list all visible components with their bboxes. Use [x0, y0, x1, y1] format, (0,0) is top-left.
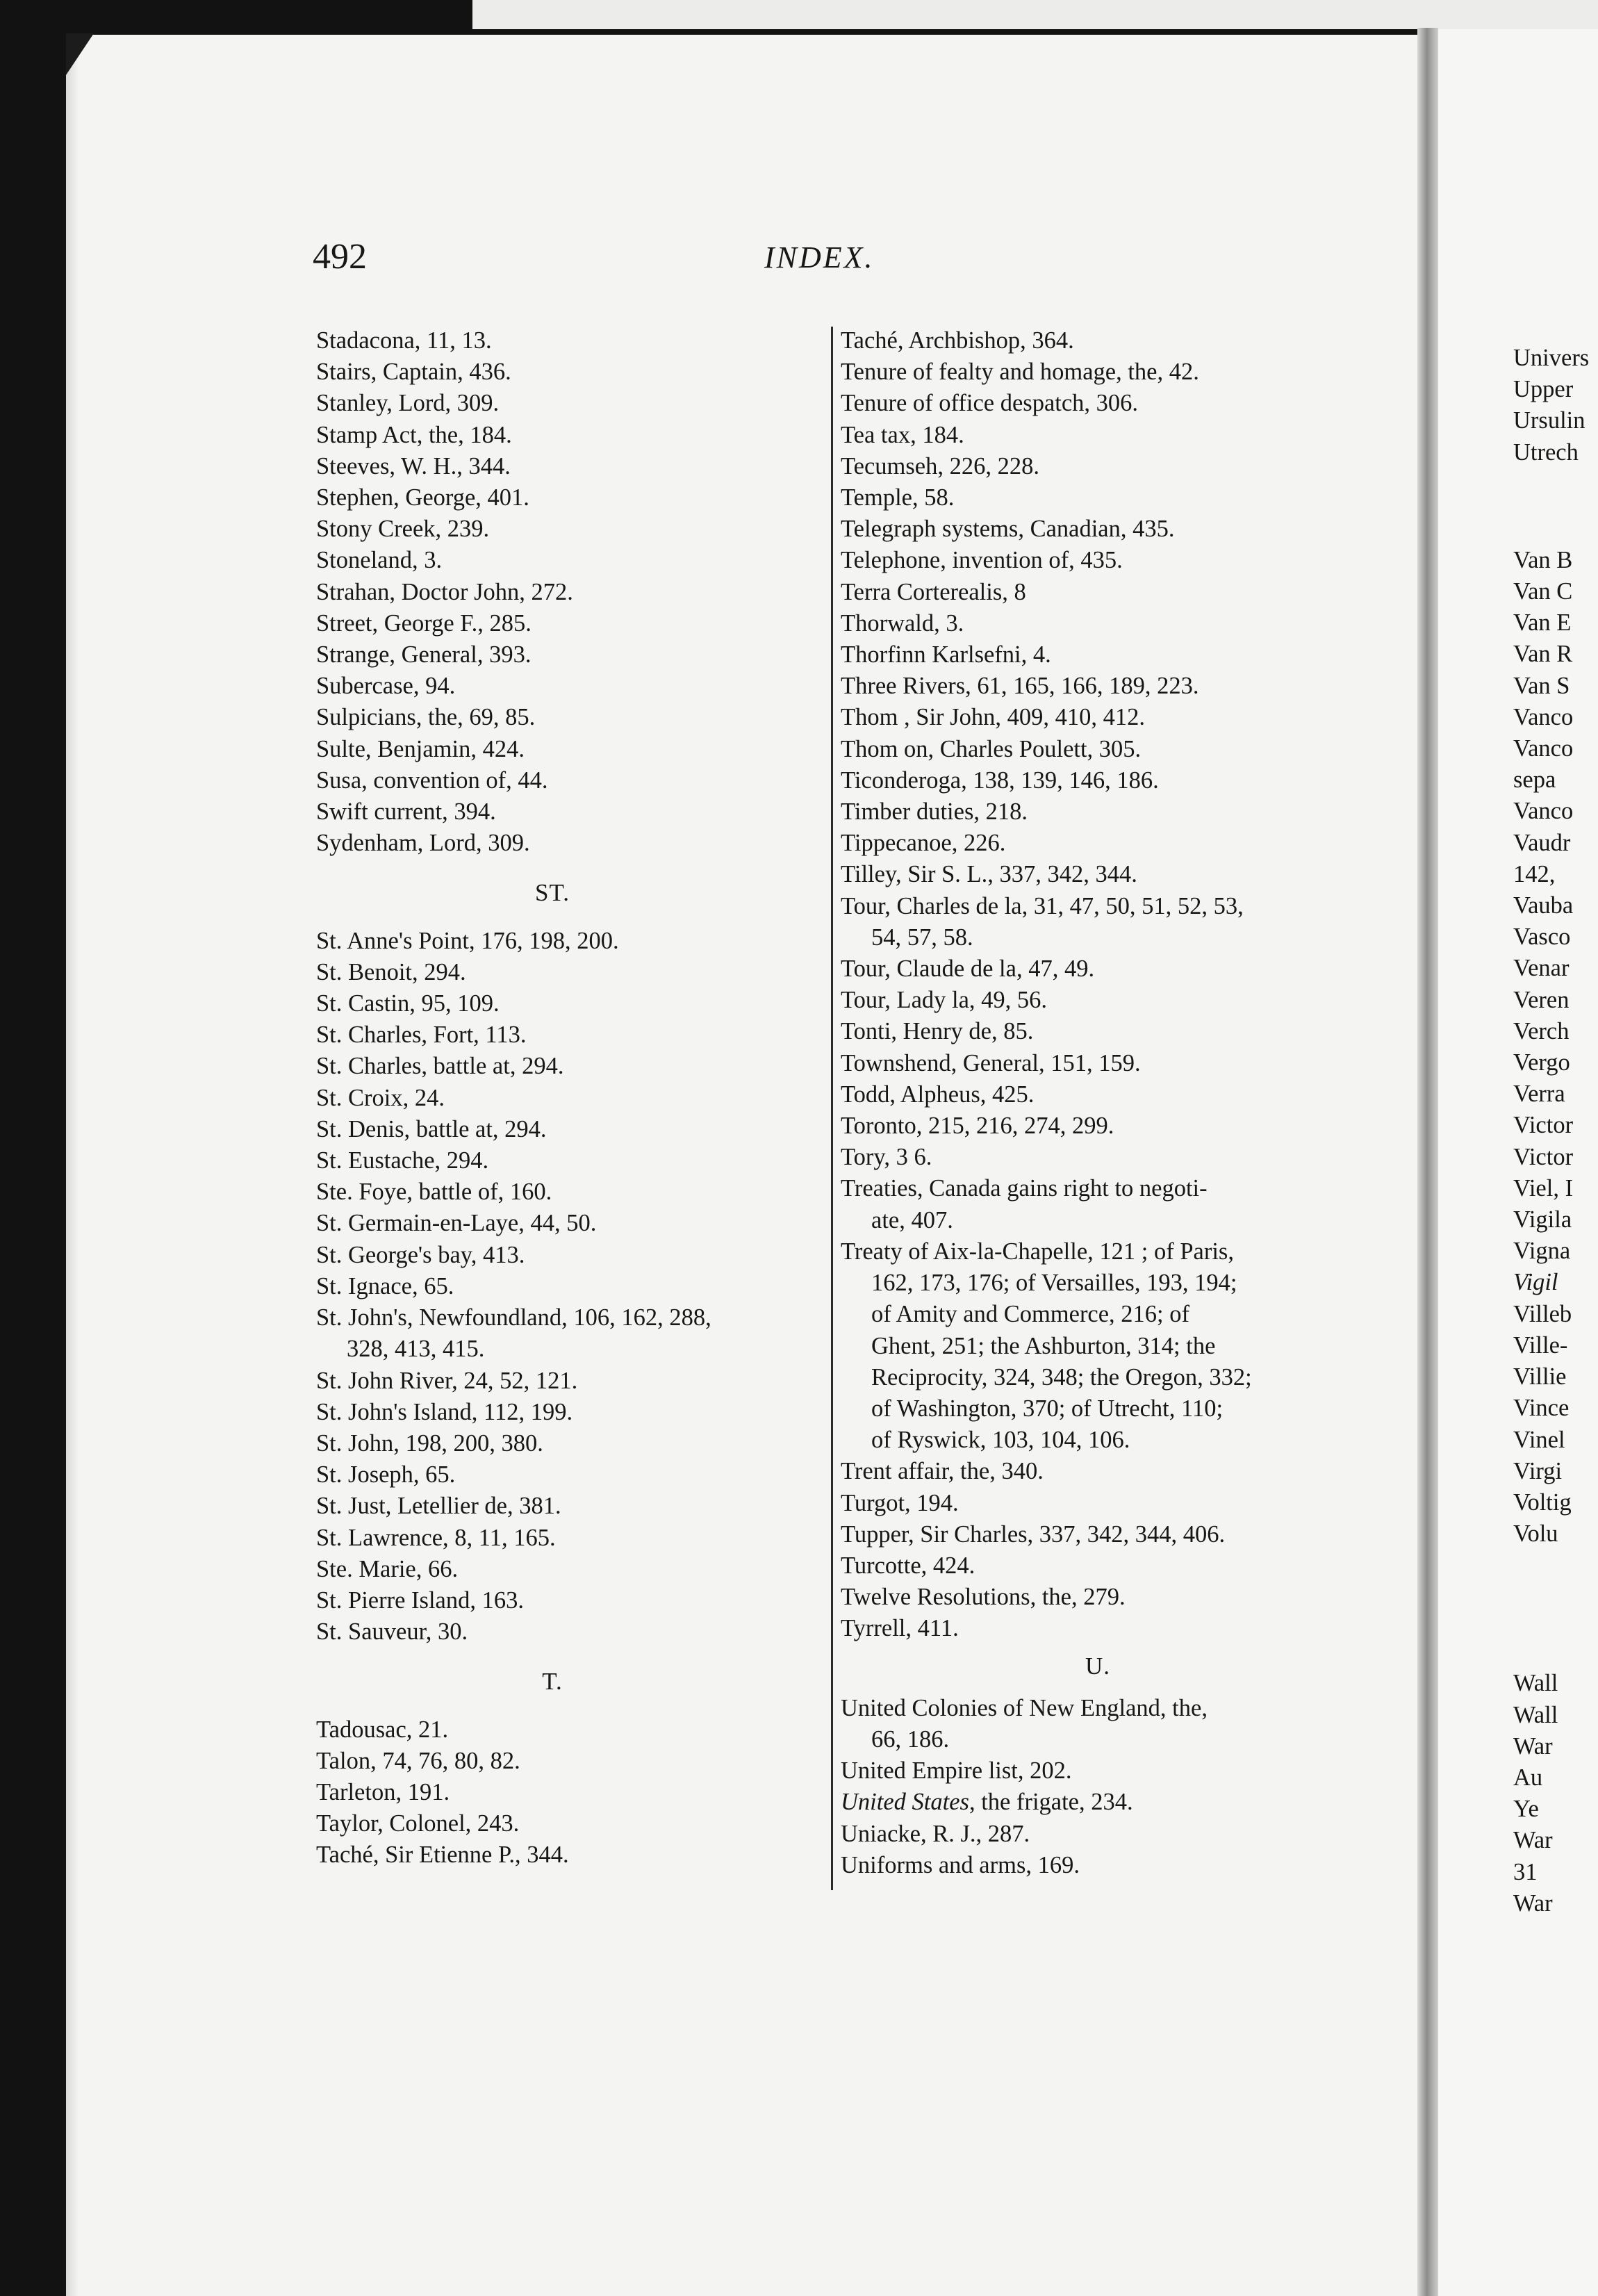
section-heading-u: U. — [1085, 1652, 1111, 1680]
index-entry: Uniforms and arms, 169. — [841, 1851, 1080, 1878]
index-entry: Tea tax, 184. — [841, 421, 964, 448]
index-entry: Tenure of fealty and homage, the, 42. — [841, 359, 1199, 386]
facing-page-entry-fragment: Vaudr — [1513, 829, 1571, 856]
facing-page-entry-fragment: Viel, I — [1513, 1174, 1574, 1202]
index-entry: Twelve Resolutions, the, 279. — [841, 1584, 1126, 1611]
facing-page-entry-fragment: Van R — [1513, 641, 1573, 668]
page-edge-shadow — [66, 35, 79, 2296]
facing-page-entry-fragment: Vigil — [1513, 1269, 1558, 1296]
page-number: 492 — [313, 237, 367, 277]
index-entry: Tyrrell, 411. — [841, 1615, 959, 1642]
index-entry: St. Charles, battle at, 294. — [316, 1053, 564, 1080]
facing-page-entry-fragment: Veren — [1513, 986, 1570, 1013]
index-entry: Talon, 74, 76, 80, 82. — [316, 1747, 520, 1774]
index-entry: Stony Creek, 239. — [316, 516, 490, 543]
book-gutter — [1417, 28, 1438, 2296]
facing-page-entry-fragment: Villie — [1513, 1363, 1567, 1391]
page-title: INDEX. — [764, 240, 875, 274]
facing-page-entry-fragment: Utrech — [1513, 438, 1579, 466]
index-entry: Tory, 3 6. — [841, 1144, 932, 1171]
index-entry: Temple, 58. — [841, 484, 955, 511]
index-entry: Stephen, George, 401. — [316, 484, 529, 511]
index-entry: St. John's, Newfoundland, 106, 162, 288, 328, 413, 415. — [316, 1304, 711, 1363]
index-entry: Thom on, Charles Poulett, 305. — [841, 735, 1142, 762]
index-entry: Strahan, Doctor John, 272. — [316, 578, 573, 605]
index-entry: St. Germain-en-Laye, 44, 50. — [316, 1210, 597, 1237]
facing-page-entry-fragment: War — [1513, 1827, 1553, 1854]
index-entry: Sydenham, Lord, 309. — [316, 830, 530, 857]
facing-page-entry-fragment: Villeb — [1513, 1300, 1572, 1327]
index-entry: Ste. Marie, 66. — [316, 1555, 459, 1582]
section-heading-t: T. — [542, 1668, 563, 1696]
index-entry: Taché, Archbishop, 364. — [841, 327, 1074, 354]
facing-page-entry-fragment: Virgi — [1513, 1457, 1563, 1484]
index-column-left — [316, 325, 823, 1871]
facing-page-entry-fragment: Van C — [1513, 578, 1573, 605]
index-entry: Turcotte, 424. — [841, 1552, 975, 1579]
index-entry: Subercase, 94. — [316, 673, 456, 700]
facing-page-entry-fragment: Vigna — [1513, 1238, 1571, 1265]
index-entry: St. Castin, 95, 109. — [316, 990, 500, 1017]
facing-page-entry-fragment: Volu — [1513, 1520, 1558, 1548]
facing-page-entry-fragment: Ursulin — [1513, 407, 1585, 434]
index-entry: Uniacke, R. J., 287. — [841, 1820, 1030, 1847]
index-entry: Tupper, Sir Charles, 337, 342, 344, 406. — [841, 1520, 1226, 1548]
index-entry: Thom , Sir John, 409, 410, 412. — [841, 704, 1145, 731]
index-entry: Treaty of Aix-la-Chapelle, 121 ; of Paris, 162, 173, 176; of Versailles, 193, 194; of Amity and Commerce, 216; of Ghent, 251; the Ashburton, 314; the Reciprocity, 324, 348; the Oregon, 332; of Washington, 370; of Utrecht, 110; of Ryswick, 103, 104, 106. — [841, 1238, 1252, 1454]
index-entry: Toronto, 215, 216, 274, 299. — [841, 1113, 1114, 1140]
index-entry: St. John's Island, 112, 199. — [316, 1398, 573, 1425]
index-entry: St. Anne's Point, 176, 198, 200. — [316, 927, 619, 954]
section-heading-st: ST. — [535, 879, 570, 907]
facing-page-entry-fragment: Verch — [1513, 1017, 1570, 1044]
index-entry: St. Just, Letellier de, 381. — [316, 1493, 561, 1520]
index-entry: Three Rivers, 61, 165, 166, 189, 223. — [841, 673, 1199, 700]
index-entry: Strange, General, 393. — [316, 641, 532, 669]
index-entry: Telephone, invention of, 435. — [841, 547, 1123, 574]
index-entry: St. Ignace, 65. — [316, 1272, 454, 1299]
facing-page-top-edge — [472, 0, 1598, 29]
facing-page-entry-fragment: 142, — [1513, 860, 1556, 887]
index-column-right-fragment — [1513, 325, 1598, 1919]
index-entry: Turgot, 194. — [841, 1489, 959, 1516]
index-entry: Stoneland, 3. — [316, 547, 443, 574]
facing-page-entry-fragment: Vauba — [1513, 892, 1574, 919]
facing-page-entry-fragment: Ville- — [1513, 1331, 1568, 1359]
index-entry: Susa, convention of, 44. — [316, 766, 548, 794]
index-entry: Thorfinn Karlsefni, 4. — [841, 641, 1051, 669]
index-entry: Taylor, Colonel, 243. — [316, 1810, 520, 1837]
facing-page-entry-fragment: Vasco — [1513, 924, 1571, 951]
index-entry: Stairs, Captain, 436. — [316, 359, 511, 386]
index-entry: St. Croix, 24. — [316, 1084, 445, 1111]
index-entry: Stadacona, 11, 13. — [316, 327, 492, 354]
index-entry: St. Lawrence, 8, 11, 165. — [316, 1524, 556, 1551]
facing-page-entry-fragment: Univers — [1513, 345, 1590, 371]
index-entry: Tour, Charles de la, 31, 47, 50, 51, 52, 53, 54, 57, 58. — [841, 892, 1244, 951]
index-entry: Treaties, Canada gains right to negoti- ate, 407. — [841, 1175, 1208, 1233]
index-entry: St. Benoit, 294. — [316, 958, 466, 985]
index-entry: Swift current, 394. — [316, 798, 496, 826]
facing-page-entry-fragment: Vigila — [1513, 1206, 1572, 1233]
index-entry: Tecumseh, 226, 228. — [841, 452, 1039, 479]
index-entry: St. John, 198, 200, 380. — [316, 1429, 543, 1457]
index-entry: Sulte, Benjamin, 424. — [316, 735, 525, 762]
facing-page-entry-fragment: Voltig — [1513, 1489, 1572, 1516]
index-entry: Sulpicians, the, 69, 85. — [316, 704, 536, 731]
index-entry: Tarleton, 191. — [316, 1778, 450, 1805]
index-entry: Thorwald, 3. — [841, 609, 964, 637]
index-entry: Tenure of office despatch, 306. — [841, 390, 1139, 417]
facing-page-entry-fragment: Vanco — [1513, 735, 1574, 762]
index-entry: Timber duties, 218. — [841, 798, 1028, 826]
facing-page-entry-fragment: Vergo — [1513, 1049, 1570, 1076]
index-entry: Stanley, Lord, 309. — [316, 390, 500, 417]
index-entry: St. George's bay, 413. — [316, 1241, 525, 1268]
index-entry: Ste. Foye, battle of, 160. — [316, 1179, 552, 1206]
index-entry: St. John River, 24, 52, 121. — [316, 1367, 578, 1394]
index-entry: St. Sauveur, 30. — [316, 1618, 468, 1646]
index-entry: St. Pierre Island, 163. — [316, 1586, 524, 1614]
index-entry: Tour, Lady la, 49, 56. — [841, 987, 1048, 1014]
facing-page-entry-fragment: Wall — [1513, 1701, 1558, 1728]
facing-page-entry-fragment: War — [1513, 1889, 1553, 1917]
index-entry: Terra Corterealis, 8 — [841, 578, 1026, 605]
facing-page-entry-fragment: Vanco — [1513, 703, 1574, 730]
index-entry: Steeves, W. H., 344. — [316, 452, 511, 479]
index-entry: United Empire list, 202. — [841, 1757, 1072, 1785]
facing-page-entry-fragment: Van B — [1513, 546, 1573, 573]
facing-page-entry-fragment: Au — [1513, 1764, 1543, 1791]
index-entry: St. Charles, Fort, 113. — [316, 1022, 527, 1049]
index-entry: Stamp Act, the, 184. — [316, 421, 512, 448]
index-entry: Taché, Sir Etienne P., 344. — [316, 1842, 569, 1869]
index-entry: United States, the frigate, 234. — [841, 1789, 1133, 1816]
index-entry: St. Eustache, 294. — [316, 1147, 489, 1174]
column-rule — [831, 327, 833, 1890]
index-entry: Ticonderoga, 138, 139, 146, 186. — [841, 766, 1159, 794]
facing-page-entry-fragment: Verra — [1513, 1081, 1565, 1108]
facing-page-entry-fragment: Ye — [1513, 1796, 1539, 1823]
facing-page-entry-fragment: Vanco — [1513, 798, 1574, 825]
facing-page-entry-fragment: War — [1513, 1732, 1553, 1760]
index-entry: Townshend, General, 151, 159. — [841, 1049, 1141, 1076]
index-entry: Tadousac, 21. — [316, 1716, 449, 1743]
index-entry: United Colonies of New England, the, 66, 186. — [841, 1694, 1208, 1753]
index-column-middle — [841, 325, 1355, 1881]
facing-page-entry-fragment: Victor — [1513, 1112, 1574, 1139]
facing-page-entry-fragment: Vinel — [1513, 1426, 1565, 1453]
index-entry: Tonti, Henry de, 85. — [841, 1018, 1034, 1045]
index-entry: Telegraph systems, Canadian, 435. — [841, 516, 1175, 543]
facing-page-entry-fragment: Victor — [1513, 1143, 1574, 1170]
facing-page-entry-fragment: Upper — [1513, 376, 1574, 403]
index-entry: St. Denis, battle at, 294. — [316, 1115, 547, 1142]
index-entry: St. Joseph, 65. — [316, 1461, 456, 1489]
index-entry: Tippecanoe, 226. — [841, 830, 1006, 857]
index-entry: Tilley, Sir S. L., 337, 342, 344. — [841, 861, 1137, 888]
facing-page-entry-fragment: Wall — [1513, 1670, 1558, 1697]
index-entry: Tour, Claude de la, 47, 49. — [841, 956, 1095, 983]
facing-page-entry-fragment: Van E — [1513, 609, 1572, 637]
index-entry: Trent affair, the, 340. — [841, 1458, 1044, 1485]
facing-page-entry-fragment: 31 — [1513, 1858, 1538, 1885]
index-entry: Todd, Alpheus, 425. — [841, 1081, 1035, 1108]
facing-page-entry-fragment: sepa — [1513, 766, 1556, 794]
facing-page-entry-fragment: Venar — [1513, 955, 1570, 982]
index-entry: Street, George F., 285. — [316, 609, 532, 637]
facing-page-entry-fragment: Van S — [1513, 672, 1570, 699]
facing-page-entry-fragment: Vince — [1513, 1395, 1570, 1422]
